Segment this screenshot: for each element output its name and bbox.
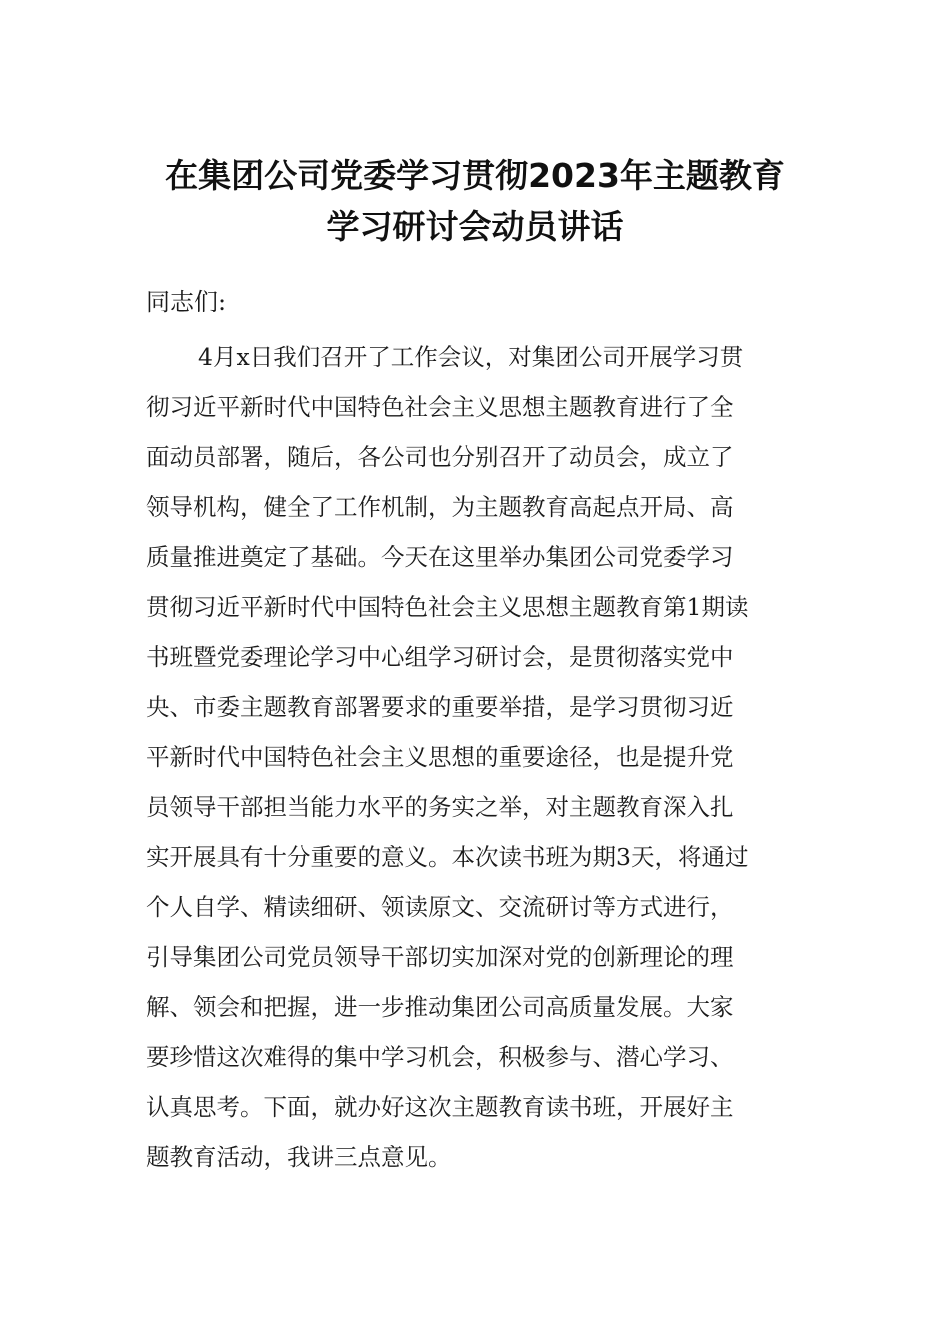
- salutation: 同志们:: [146, 288, 227, 316]
- paragraph-line: 央、市委主题教育部署要求的重要举措，是学习贯彻习近: [146, 693, 734, 721]
- paragraph-line: 彻习近平新时代中国特色社会主义思想主题教育进行了全: [146, 393, 734, 421]
- paragraph-line: 个人自学、精读细研、领读原文、交流研讨等方式进行，: [146, 893, 734, 921]
- title-line-1: 在集团公司党委学习贯彻2023年主题教育: [165, 156, 785, 195]
- paragraph-line: 要珍惜这次难得的集中学习机会，积极参与、潜心学习、: [146, 1043, 734, 1071]
- paragraph-line: 领导机构，健全了工作机制，为主题教育高起点开局、高: [146, 493, 734, 521]
- paragraph-line: 认真思考。下面，就办好这次主题教育读书班，开展好主: [146, 1093, 734, 1121]
- paragraph-line: 员领导干部担当能力水平的务实之举，对主题教育深入扎: [146, 793, 734, 821]
- paragraph-line: 实开展具有十分重要的意义。本次读书班为期3天，将通过: [146, 843, 749, 871]
- paragraph-line: 题教育活动，我讲三点意见。: [146, 1143, 452, 1171]
- paragraph-line: 质量推进奠定了基础。今天在这里举办集团公司党委学习: [146, 543, 734, 571]
- paragraph-line: 平新时代中国特色社会主义思想的重要途径，也是提升党: [146, 743, 734, 771]
- paragraph-line: 书班暨党委理论学习中心组学习研讨会，是贯彻落实党中: [146, 643, 734, 671]
- speech-paragraph: [146, 332, 816, 1182]
- paragraph-line: 解、领会和把握，进一步推动集团公司高质量发展。大家: [146, 993, 734, 1021]
- paragraph-line: 引导集团公司党员领导干部切实加深对党的创新理论的理: [146, 943, 734, 971]
- document-title: [120, 150, 830, 252]
- title-line-2: 学习研讨会动员讲话: [326, 207, 624, 246]
- paragraph-line: 面动员部署，随后，各公司也分别召开了动员会，成立了: [146, 443, 734, 471]
- paragraph-line: 4月x日我们召开了工作会议，对集团公司开展学习贯: [198, 343, 744, 371]
- paragraph-line: 贯彻习近平新时代中国特色社会主义思想主题教育第1期读: [146, 593, 749, 621]
